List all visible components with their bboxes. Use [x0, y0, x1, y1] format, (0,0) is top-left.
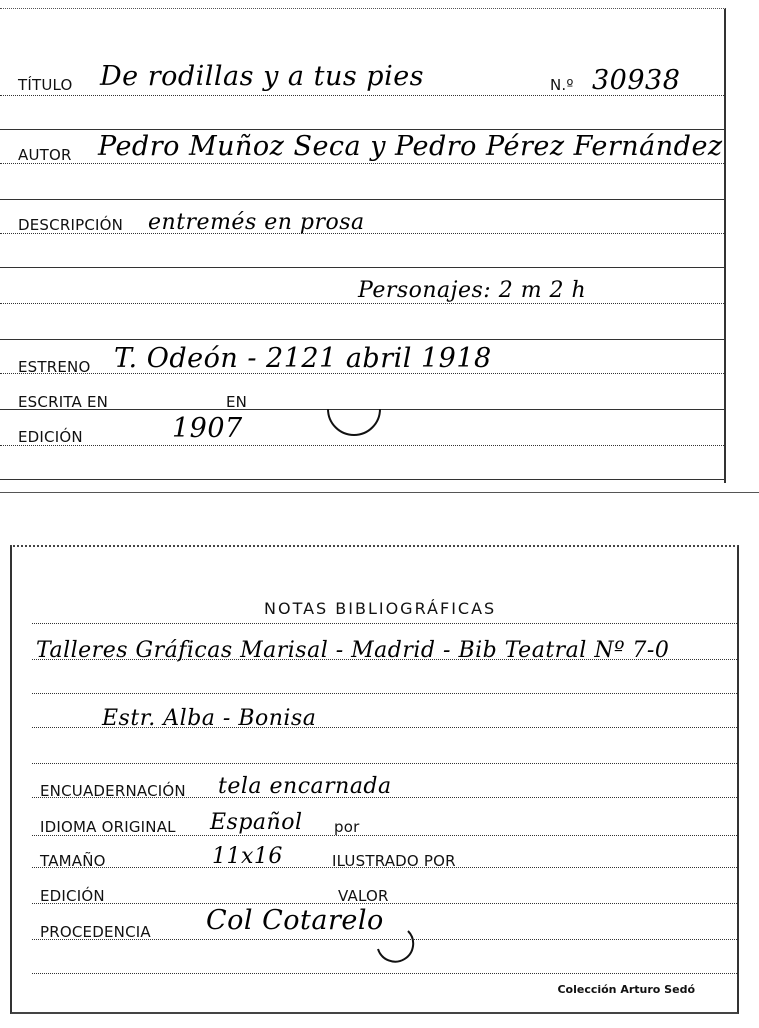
- edicion-label: EDICIÓN: [18, 428, 83, 446]
- notes-line-2: Estr. Alba - Bonisa: [102, 706, 317, 731]
- valor-label: VALOR: [338, 887, 389, 905]
- ruled-line: [0, 267, 724, 268]
- ruled-line: [32, 763, 737, 764]
- ruled-line: [0, 445, 724, 446]
- descripcion-value: entremés en prosa: [148, 210, 365, 235]
- edicion2-label: EDICIÓN: [40, 887, 105, 905]
- titulo-label: TÍTULO: [18, 76, 73, 94]
- catalog-card-notes: [10, 545, 739, 1014]
- card-separator: [0, 492, 759, 493]
- idioma-value: Español: [210, 810, 303, 835]
- tamano-value: 11x16: [212, 844, 283, 869]
- procedencia-label: PROCEDENCIA: [40, 923, 151, 941]
- encuadernacion-value: tela encarnada: [218, 774, 392, 799]
- ruled-line: [0, 129, 724, 130]
- idioma-label: IDIOMA ORIGINAL: [40, 818, 176, 836]
- ruled-line: [32, 623, 737, 624]
- ruled-line: [0, 199, 724, 200]
- edicion-value: 1907: [172, 413, 243, 444]
- notes-heading: NOTAS BIBLIOGRÁFICAS: [264, 599, 497, 618]
- titulo-value: De rodillas y a tus pies: [100, 61, 425, 92]
- ruled-line: [0, 479, 724, 480]
- numero-value: 30938: [592, 65, 681, 96]
- punch-hole-mark: [368, 927, 418, 967]
- ruled-line: [32, 973, 737, 974]
- escrita-label: ESCRITA EN: [18, 393, 109, 411]
- ilustrado-label: ILUSTRADO POR: [332, 852, 456, 870]
- por-label: por: [334, 818, 360, 836]
- ruled-line: [0, 163, 724, 164]
- en-label: EN: [226, 393, 248, 411]
- ruled-line: [32, 693, 737, 694]
- ruled-line: [0, 339, 724, 340]
- encuadernacion-label: ENCUADERNACIÓN: [40, 782, 186, 800]
- estreno-label: ESTRENO: [18, 358, 91, 376]
- catalog-card-main: [0, 8, 726, 483]
- punch-hole-mark: [324, 407, 384, 443]
- personajes-value: Personajes: 2 m 2 h: [358, 278, 587, 303]
- autor-value: Pedro Muñoz Seca y Pedro Pérez Fernández: [98, 131, 723, 162]
- autor-label: AUTOR: [18, 146, 72, 164]
- collection-footer: Colección Arturo Sedó: [557, 983, 695, 996]
- tamano-label: TAMAÑO: [40, 852, 106, 870]
- descripcion-label: DESCRIPCIÓN: [18, 216, 124, 234]
- numero-label: N.º: [550, 76, 574, 94]
- estreno-value: T. Odeón - 2121 abril 1918: [114, 343, 492, 374]
- procedencia-value: Col Cotarelo: [206, 905, 384, 936]
- notes-line-1: Talleres Gráficas Marisal - Madrid - Bib Teatral Nº 7-0: [36, 638, 670, 663]
